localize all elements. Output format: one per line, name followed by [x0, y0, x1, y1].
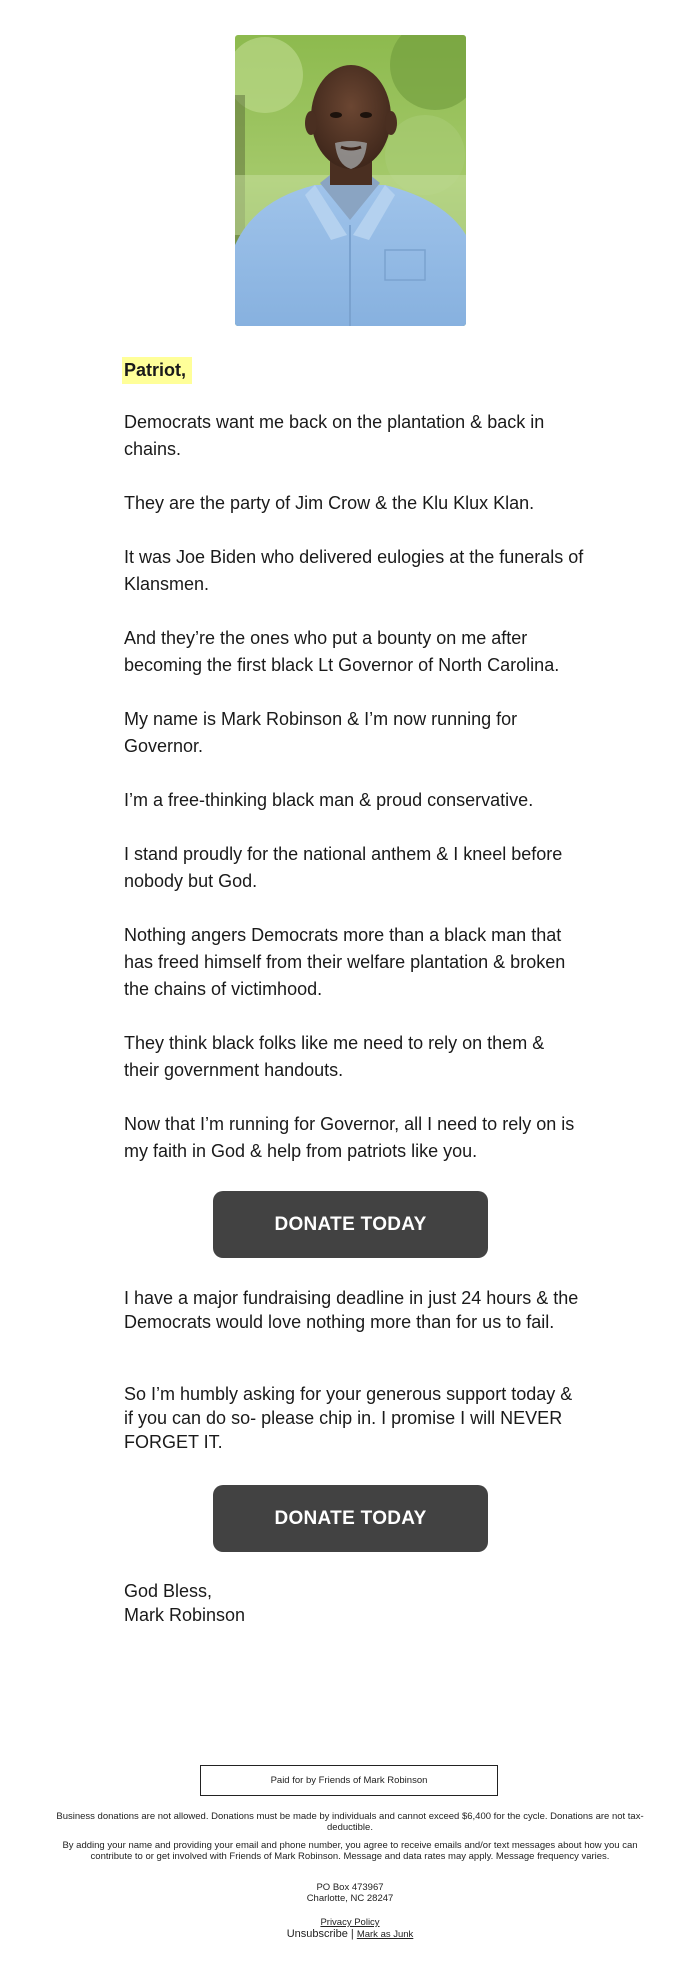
- paragraph: I’m a free-thinking black man & proud conservative.: [124, 790, 534, 810]
- privacy-policy-link[interactable]: Privacy Policy: [320, 1917, 380, 1928]
- paragraph: Now that I’m running for Governor, all I need to rely on is my faith in God & help from patriots like you.: [124, 1114, 575, 1161]
- address-line-2: Charlotte, NC 28247: [306, 1893, 394, 1904]
- paragraph: I have a major fundraising deadline in just 24 hours & the Democrats would love nothing more than for us to fail.: [124, 1288, 579, 1332]
- paragraph: So I’m humbly asking for your generous support today & if you can do so- please chip in. I promise I will NEVER FORGET IT.: [124, 1384, 573, 1452]
- consent-notice: By adding your name and providing your email and phone number, you agree to receive emails and/or text messages about how you can contribute to or get involved with Friends of Mark Robinson. Message and data rates may apply. Message frequency varies.: [62, 1840, 638, 1862]
- paragraph: They are the party of Jim Crow & the Klu Klux Klan.: [124, 493, 535, 513]
- paragraph: They think black folks like me need to rely on them & their government handouts.: [124, 1033, 545, 1080]
- paragraph: Democrats want me back on the plantation & back in chains.: [124, 412, 545, 459]
- footer-separator: |: [350, 1928, 354, 1940]
- greeting: Patriot,: [122, 357, 192, 384]
- paragraph: My name is Mark Robinson & I’m now running for Governor.: [124, 709, 518, 756]
- paid-for-box: Paid for by Friends of Mark Robinson: [200, 1765, 498, 1796]
- paragraph: It was Joe Biden who delivered eulogies at the funerals of Klansmen.: [124, 547, 584, 594]
- donate-button[interactable]: DONATE TODAY: [213, 1485, 488, 1552]
- candidate-photo: [235, 35, 466, 326]
- signature: Mark Robinson: [124, 1605, 246, 1625]
- signoff: God Bless,: [124, 1581, 213, 1601]
- donation-disclaimer: Business donations are not allowed. Donations must be made by individuals and cannot exceed $6,400 for the cycle. Donations are not tax-deductible.: [56, 1811, 644, 1833]
- unsubscribe-link[interactable]: Unsubscribe: [286, 1928, 348, 1940]
- paragraph: And they’re the ones who put a bounty on me after becoming the first black Lt Governor of North Carolina.: [124, 628, 560, 675]
- paragraph: I stand proudly for the national anthem & I kneel before nobody but God.: [124, 844, 563, 891]
- donate-button[interactable]: DONATE TODAY: [213, 1191, 488, 1258]
- mark-as-junk-link[interactable]: Mark as Junk: [356, 1929, 414, 1940]
- paragraph: Nothing angers Democrats more than a black man that has freed himself from their welfare plantation & broken the chains of victimhood.: [124, 925, 566, 999]
- address-line-1: PO Box 473967: [316, 1882, 384, 1893]
